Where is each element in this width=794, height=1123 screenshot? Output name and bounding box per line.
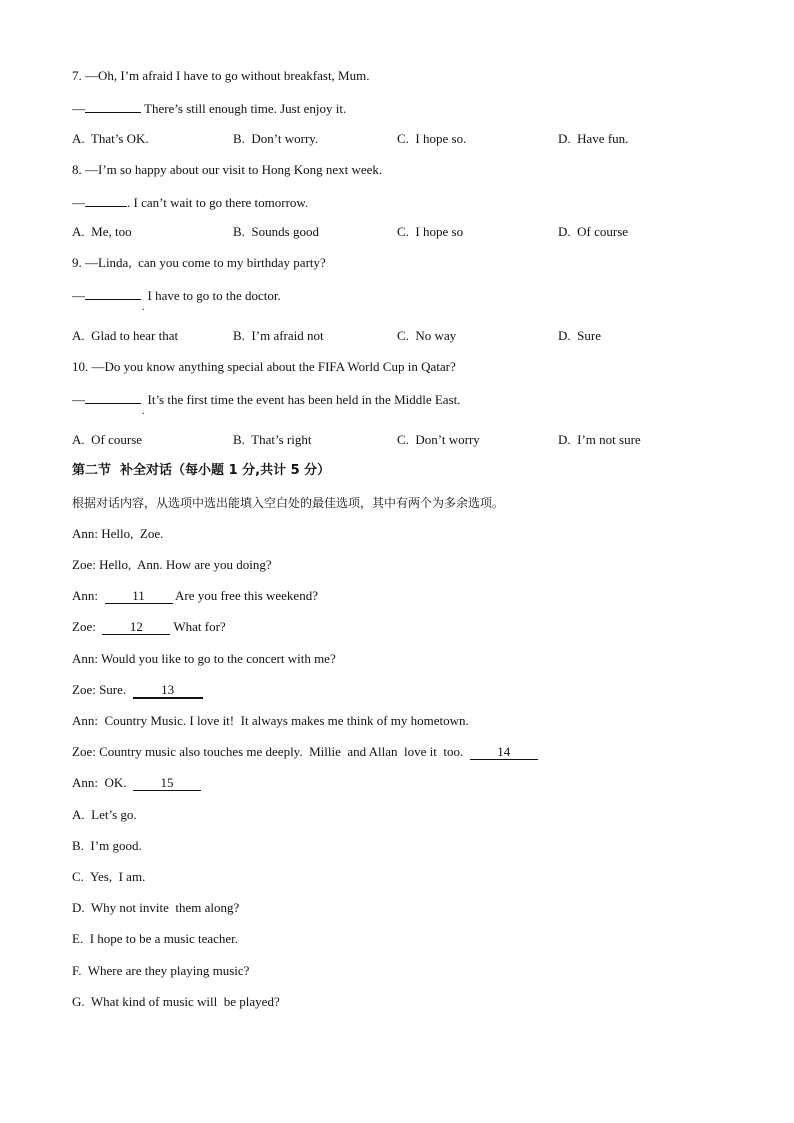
dialogue-line-4 (72, 619, 226, 635)
question-9-option-a: A. Glad to hear that (72, 328, 179, 343)
response-text: . I can’t wait to go there tomorrow. (127, 195, 309, 210)
utterance-after: Are you free this weekend? (172, 588, 318, 603)
utterance: Hello, Zoe. (98, 526, 164, 541)
question-9-prompt: 9. —Linda, can you come to my birthday party? (72, 255, 326, 270)
choice-e: E. I hope to be a music teacher. (72, 931, 239, 946)
choice-d: D. Why not invite them along? (72, 900, 240, 915)
question-9-option-c: C. No way (397, 328, 457, 343)
dash: — (72, 288, 85, 303)
dialogue-line-8 (72, 744, 538, 760)
dialogue-line-9 (72, 775, 201, 791)
question-9-option-d: D. Sure (558, 328, 601, 343)
speaker: Zoe: (72, 744, 96, 759)
question-8-response (72, 193, 308, 211)
dash: — (72, 101, 85, 116)
utterance-after: What for? (170, 619, 226, 634)
speaker: Ann: (72, 526, 98, 541)
response-text: I have to go to the doctor. (141, 288, 281, 303)
question-7-option-b: B. Don’t worry. (233, 131, 319, 146)
speaker: Zoe: (72, 682, 96, 697)
question-10-option-a: A. Of course (72, 432, 143, 447)
dash: — (72, 392, 85, 407)
question-7-prompt: 7. —Oh, I’m afraid I have to go without breakfast, Mum. (72, 68, 370, 83)
utterance: Country music also touches me deeply. Millie and Allan love it too. (95, 744, 470, 759)
choice-f: F. Where are they playing music? (72, 963, 250, 978)
blank-15: 15 (133, 776, 201, 791)
response-text: There’s still enough time. Just enjoy it. (141, 101, 347, 116)
choice-a: A. Let’s go. (72, 807, 137, 822)
dialogue-line-5 (72, 651, 336, 667)
blank-11: 11 (105, 589, 173, 604)
question-10-option-c: C. Don’t worry (397, 432, 480, 447)
question-7-response (72, 99, 346, 117)
question-10-option-d: D. I’m not sure (558, 432, 641, 447)
answer-blank (85, 390, 141, 404)
speaker: Ann: (72, 651, 98, 666)
choice-b: B. I’m good. (72, 838, 142, 853)
dialogue-line-1 (72, 526, 163, 542)
speaker: Ann: (72, 713, 98, 728)
utterance: Hello, Ann. How are you doing? (95, 557, 272, 572)
answer-blank (85, 193, 127, 207)
speaker: Ann: (72, 775, 98, 790)
dialogue-line-6 (72, 682, 203, 699)
section-title: 第二节 补全对话（每小题 1 分,共计 5 分） (72, 463, 331, 478)
dialogue-line-2 (72, 557, 272, 573)
choice-c: C. Yes, I am. (72, 869, 146, 884)
answer-blank (85, 99, 141, 113)
question-10-option-b: B. That’s right (233, 432, 312, 447)
dialogue-line-7 (72, 713, 469, 729)
question-8-option-c: C. I hope so (397, 224, 464, 239)
question-9-response (72, 286, 281, 304)
response-text: It’s the first time the event has been held in the Middle East. (141, 392, 461, 407)
question-8-option-a: A. Me, too (72, 224, 132, 239)
question-10-prompt: 10. —Do you know anything special about the FIFA World Cup in Qatar? (72, 359, 456, 374)
question-7-option-c: C. I hope so. (397, 131, 467, 146)
blank-12: 12 (102, 620, 170, 635)
period-mark: . (142, 406, 145, 417)
blank-13: 13 (133, 683, 203, 699)
question-7-option-a: A. That’s OK. (72, 131, 149, 146)
question-8-option-d: D. Of course (558, 224, 629, 239)
dialogue-line-3 (72, 588, 318, 604)
choice-g: G. What kind of music will be played? (72, 994, 280, 1009)
question-10-response (72, 390, 461, 408)
utterance: Country Music. I love it! It always makes me think of my hometown. (98, 713, 469, 728)
period-mark: . (142, 302, 145, 313)
utterance: Sure. (95, 682, 133, 697)
speaker: Zoe: (72, 557, 96, 572)
speaker: Ann: (72, 588, 98, 603)
question-8-prompt: 8. —I’m so happy about our visit to Hong Kong next week. (72, 162, 383, 177)
utterance: Would you like to go to the concert with me? (98, 651, 336, 666)
question-7-option-d: D. Have fun. (558, 131, 629, 146)
dash: — (72, 195, 85, 210)
question-8-option-b: B. Sounds good (233, 224, 319, 239)
speaker: Zoe: (72, 619, 96, 634)
question-9-option-b: B. I’m afraid not (233, 328, 324, 343)
blank-14: 14 (470, 745, 538, 760)
answer-blank (85, 286, 141, 300)
section-instruction: 根据对话内容，从选项中选出能填入空白处的最佳选项，其中有两个为多余选项。 (72, 496, 505, 510)
utterance: OK. (98, 775, 134, 790)
